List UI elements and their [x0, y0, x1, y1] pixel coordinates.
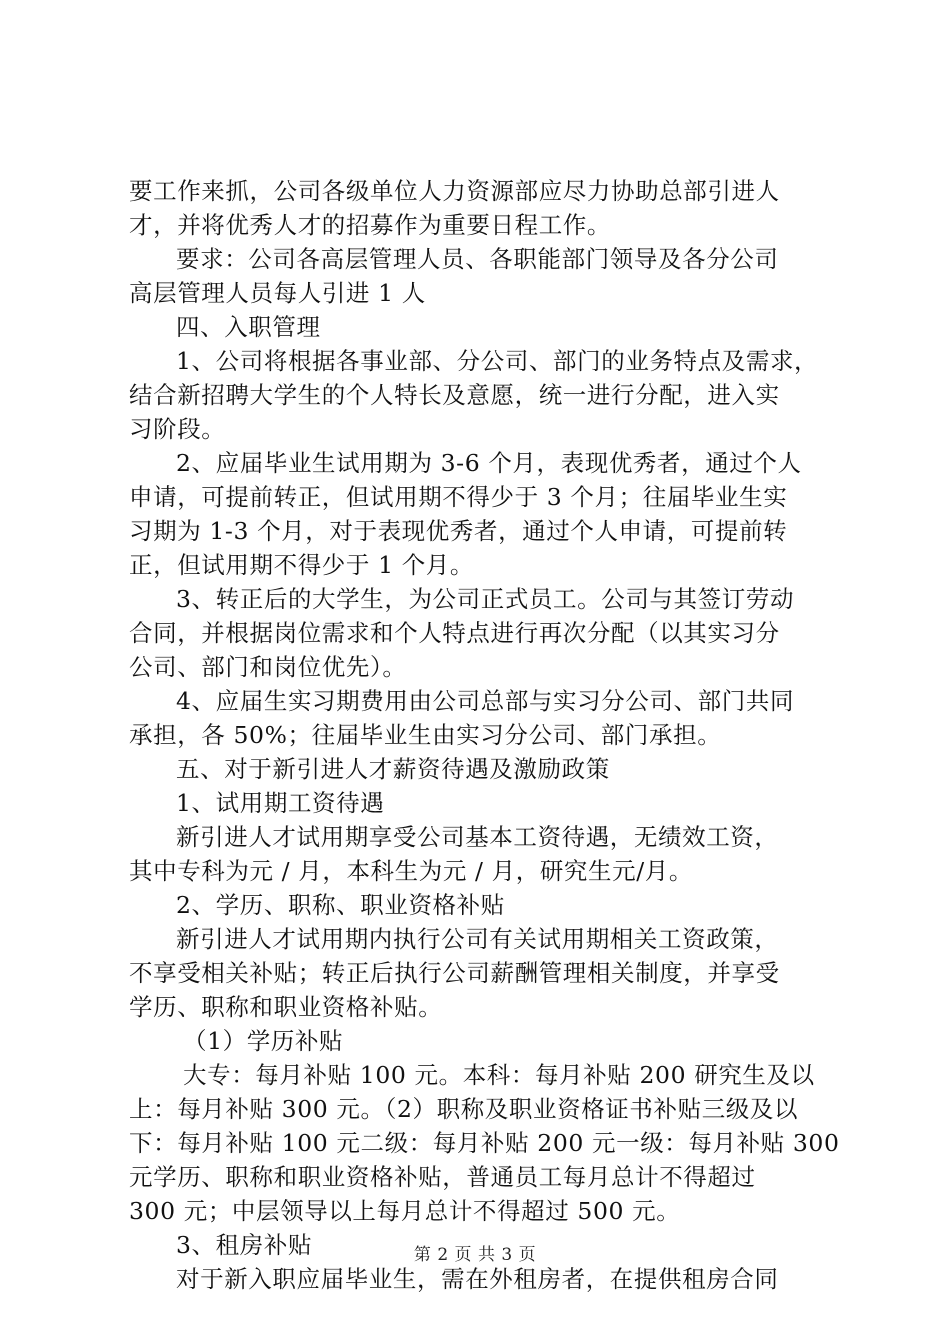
text-line: 新引进人才试用期内执行公司有关试用期相关工资政策，: [176, 925, 779, 953]
text-line: 不享受相关补贴；转正后执行公司薪酬管理相关制度，并享受: [129, 959, 780, 987]
text-line: 要工作来抓，公司各级单位人力资源部应尽力协助总部引进人: [129, 177, 780, 205]
text-line: 习阶段。: [129, 415, 226, 443]
text-line: 才，并将优秀人才的招募作为重要日程工作。: [129, 211, 611, 239]
text-line: 元学历、职称和职业资格补贴，普通员工每月总计不得超过: [129, 1163, 756, 1191]
subsection-heading: 3、租房补贴: [176, 1231, 313, 1259]
text-line: 公司、部门和岗位优先）。: [129, 653, 407, 681]
text-line: 其中专科为元 / 月，本科生为元 / 月，研究生元/月。: [129, 857, 693, 885]
subsection-heading: 2、学历、职称、职业资格补贴: [176, 891, 505, 919]
text-line: 学历、职称和职业资格补贴。: [129, 993, 443, 1021]
subsection-heading: （1）学历补贴: [183, 1027, 344, 1055]
text-line: 承担，各 50%；往届毕业生由实习分公司、部门承担。: [129, 721, 722, 749]
text-line: 新引进人才试用期享受公司基本工资待遇，无绩效工资，: [176, 823, 779, 851]
text-line: 申请，可提前转正，但试用期不得少于 3 个月；往届毕业生实: [129, 483, 788, 511]
text-line: 3、转正后的大学生，为公司正式员工。公司与其签订劳动: [176, 585, 795, 613]
text-line: 1、公司将根据各事业部、分公司、部门的业务特点及需求，: [176, 347, 819, 375]
text-line: 对于新入职应届毕业生，需在外租房者，在提供租房合同: [176, 1265, 779, 1293]
subsection-heading: 1、试用期工资待遇: [176, 789, 385, 817]
text-line: 4、应届生实习期费用由公司总部与实习分公司、部门共同: [176, 687, 795, 715]
text-line: 下：每月补贴 100 元二级：每月补贴 200 元一级：每月补贴 300: [129, 1129, 840, 1157]
text-line: 2、应届毕业生试用期为 3-6 个月，表现优秀者，通过个人: [176, 449, 802, 477]
text-line: 300 元；中层领导以上每月总计不得超过 500 元。: [129, 1197, 681, 1225]
page-number-footer: 第 2 页 共 3 页: [413, 1245, 537, 1265]
text-line: 上：每月补贴 300 元。（2）职称及职业资格证书补贴三级及以: [129, 1095, 799, 1123]
text-line: 结合新招聘大学生的个人特长及意愿，统一进行分配，进入实: [129, 381, 780, 409]
text-line: 正，但试用期不得少于 1 个月。: [129, 551, 474, 579]
section-heading: 四、入职管理: [176, 313, 321, 341]
text-line: 习期为 1-3 个月，对于表现优秀者，通过个人申请，可提前转: [129, 517, 788, 545]
text-line: 大专：每月补贴 100 元。本科：每月补贴 200 研究生及以: [183, 1061, 815, 1089]
text-line: 高层管理人员每人引进 1 人: [129, 279, 426, 307]
text-line: 要求：公司各高层管理人员、各职能部门领导及各分公司: [176, 245, 779, 273]
section-heading: 五、对于新引进人才薪资待遇及激励政策: [176, 755, 610, 783]
document-body: [129, 174, 840, 1296]
text-line: 合同，并根据岗位需求和个人特点进行再次分配（以其实习分: [129, 619, 780, 647]
